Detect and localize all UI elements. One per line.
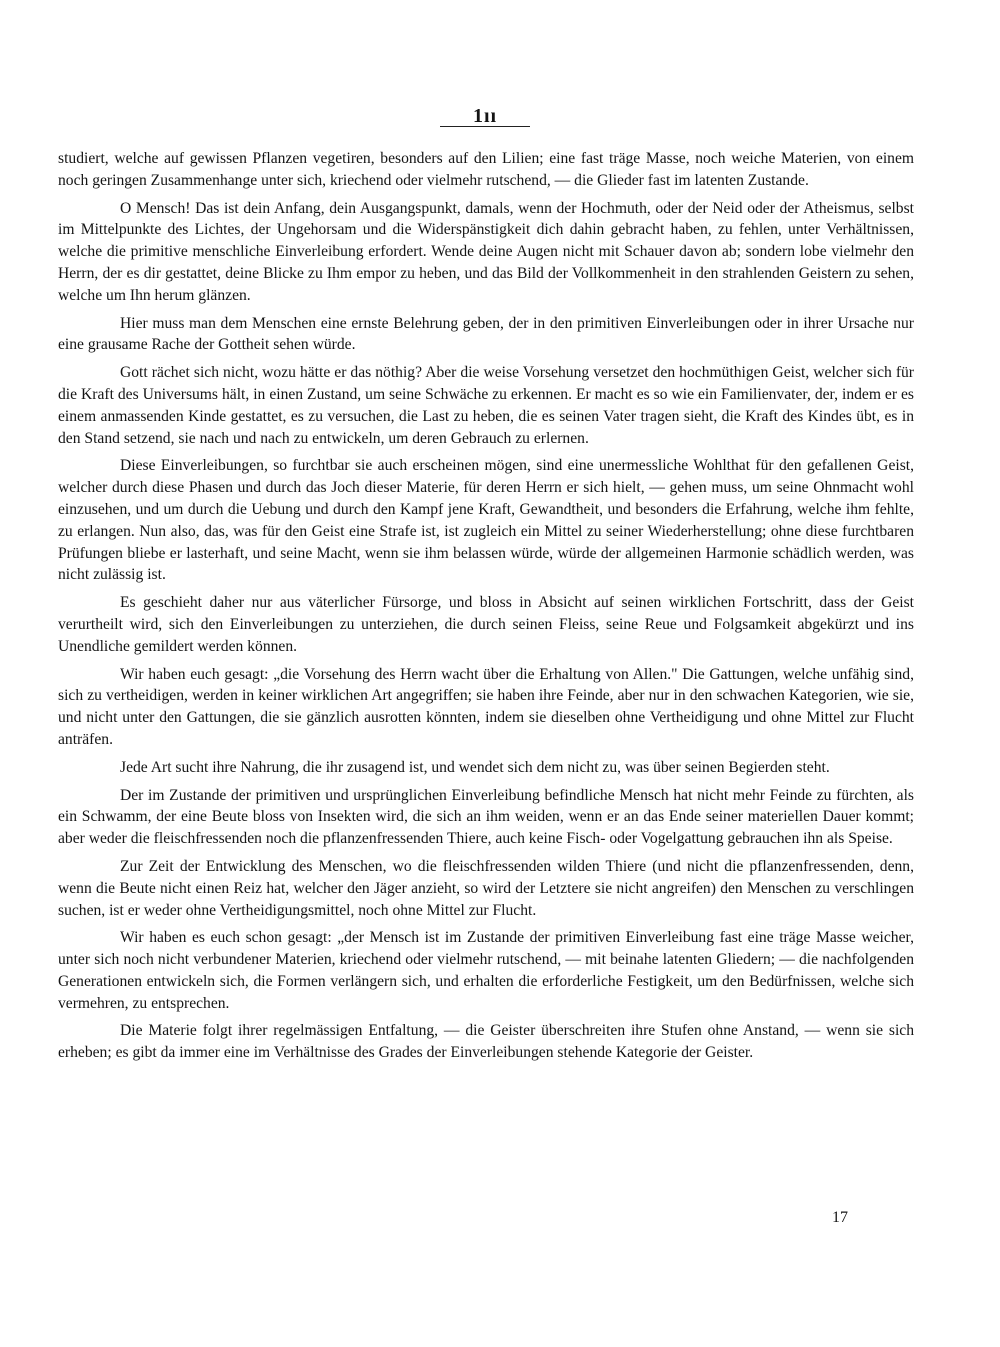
- paragraph-12: Die Materie folgt ihrer regelmässigen Entfaltung, — die Geister überschreiten ihre Stufen ohne Anstand, — wenn sie sich erheben; es gibt da immer eine im Verhältnisse des Grades der Einverleibungen stehende Kategorie der Geister.: [58, 1022, 914, 1062]
- paragraph-6: Es geschieht daher nur aus väterlicher Fürsorge, und bloss in Absicht auf seinen wirklichen Fortschritt, dass der Geist verurtheilt wird, sich den Einverleibungen zu unterziehen, die durch seinen Fleiss, seine Reue und Folgsamkeit abgekürzt und ins Unendliche gemildert werden können.: [58, 594, 914, 655]
- paragraph-9: Der im Zustande der primitiven und ursprünglichen Einverleibung befindliche Mensch hat nicht mehr Feinde zu fürchten, als ein Schwamm, der eine Beute bloss von Insekten wird, die sich an ihm weiden, wenn er an das Ende seiner materiellen Dauer kommt; aber weder die fleischfressenden noch die pflanzenfressenden Thiere, auch keine Fisch- oder Vogelgattung gebrauchen ihn als Speise.: [58, 786, 914, 848]
- paragraph-4: Gott rächet sich nicht, wozu hätte er das nöthig? Aber die weise Vorsehung versetzet den hochmüthigen Geist, welcher sich für die Kraft des Universums hält, in einen Zustand, um seine Schwäche zu erkennen. Er macht es so wie ein Familienvater, der, indem er es einem anmassenden Kinde gestattet, es zu versuchen, die Last zu heben, die es seinen Vater tragen sieht, die Kraft des Kindes übt, es in den Stand setzend, sie nach und nach zu entwickeln, um deren Gebrauch zu erlernen.: [58, 364, 914, 447]
- paragraph-1: studiert, welche auf gewissen Pflanzen vegetiren, besonders auf den Lilien; eine fast träge Masse, noch weiche Materien, von einem noch geringen Zusammenhange unter sich, kriechend oder vielmehr rutschend, — die Glieder fast im latenten Zustande.: [58, 150, 914, 189]
- body-text: [58, 148, 914, 1070]
- paragraph-8: Jede Art sucht ihre Nahrung, die ihr zusagend ist, und wendet sich dem nicht zu, was über seinen Begierden steht.: [120, 758, 830, 776]
- paragraph-10: Zur Zeit der Entwicklung des Menschen, wo die fleischfressenden wilden Thiere (und nicht die pflanzenfressenden, denn, wenn die Beute nicht einen Reiz hat, welcher den Jäger anzieht, so wird der Letztere sie nicht angreifen) den Menschen zu verschlingen suchen, ist er weder ohne Vertheidigungsmittel, noch ohne Mittel zur Flucht.: [58, 857, 914, 919]
- paragraph-7: Wir haben euch gesagt: „die Vorsehung des Herrn wacht über die Erhaltung von Allen." Die Gattungen, welche unfähig sind, sich zu vertheidigen, werden in keiner wirklichen Art angegriffen; sie haben ihre Feinde, aber nur in den schwachen Kategorien, wie sie, und nicht unter den Gattungen, die sie gänzlich ausrotten könnten, indem sie dieselben ohne Vertheidigung und ohne Mittel zur Flucht anträfen.: [58, 665, 914, 748]
- paragraph-11: Wir haben es euch schon gesagt: „der Mensch ist im Zustande der primitiven Einverleibung fast eine träge Masse weicher, unter sich noch nicht verbundener Materien, kriechend oder vielmehr rutschend, — mit beinahe latenten Gliedern; — die nachfolgenden Generationen entwickeln sich, die Formen verlängern sich, und erhalten die erforderliche Festigkeit, um den Bedürfnissen, welche sich vermehren, zu entsprechen.: [58, 929, 914, 1012]
- page-number: 1ıı: [472, 105, 498, 127]
- paragraph-2: O Mensch! Das ist dein Anfang, dein Ausgangspunkt, damals, wenn der Hochmuth, oder der Neid oder der Atheismus, selbst im Mittelpunkte des Lichtes, der Ungehorsam und die Widerspänstigkeit dich dahin gebracht haben, zu fehlen, unter Verhältnissen, welche die primitive menschliche Einverleibung erfordert. Wende deine Augen nicht mit Schauer davon ab; sondern lobe vielmehr den Herrn, der es dir gestattet, deine Blicke zu Ihm empor zu heben, und das Bild der Vollkommenheit in den strahlenden Geistern zu sehen, welche um Ihn herum glänzen.: [58, 199, 914, 304]
- paragraph-3: Hier muss man dem Menschen eine ernste Belehrung geben, der in den primitiven Einverleibungen oder in ihrer Ursache nur eine grausame Rache der Gottheit sehen würde.: [58, 314, 914, 354]
- signature-mark: 17: [832, 1209, 848, 1226]
- paragraph-5: Diese Einverleibungen, so furchtbar sie auch erscheinen mögen, sind eine unermessliche Wohlthat für den gefallenen Geist, welcher durch diese Phasen und durch das Joch dieser Materie, für deren Herrn er sich hielt, — gehen muss, um seine Ohnmacht wohl einzusehen, und um durch die Uebung und durch den Kampf jene Kraft, Gewandtheit, und besonders die Erfahrung, welche ihm fehlte, zu erlangen. Nun also, das, was für den Geist eine Strafe ist, ist zugleich ein Mittel zu seiner Wiederherstellung; ohne diese furchtbaren Prüfungen bliebe er lasterhaft, und seine Macht, wenn sie ihm belassen würde, würde der allgemeinen Harmonie schädlich werden, was nicht zulässig ist.: [58, 457, 914, 584]
- header-rule: [440, 126, 530, 127]
